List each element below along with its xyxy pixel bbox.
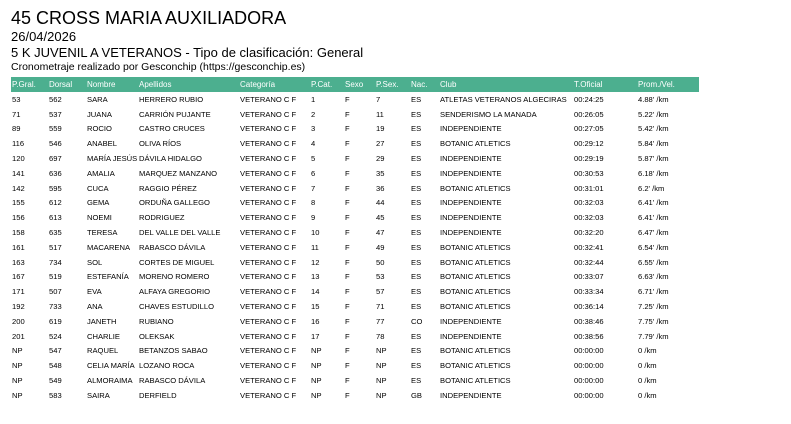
cell-apellidos: CORTES DE MIGUEL bbox=[139, 257, 215, 267]
table-row[interactable] bbox=[11, 196, 699, 211]
cell-sexo: F bbox=[345, 331, 350, 341]
cell-categoria: VETERANO C F bbox=[240, 124, 297, 134]
cell-t-oficial: 00:29:19 bbox=[574, 154, 604, 164]
cell-p-sex: 77 bbox=[376, 316, 385, 326]
cell-categoria: VETERANO C F bbox=[240, 272, 297, 282]
cell-nombre: JANETH bbox=[87, 316, 117, 326]
cell-p-sex: 78 bbox=[376, 331, 385, 341]
cell-nombre: ROCIO bbox=[87, 124, 112, 134]
cell-p-cat: 9 bbox=[311, 213, 316, 223]
cell-categoria: VETERANO C F bbox=[240, 139, 297, 149]
cell-p-sex: 35 bbox=[376, 168, 385, 178]
cell-p-cat: 13 bbox=[311, 272, 320, 282]
cell-t-oficial: 00:29:12 bbox=[574, 139, 604, 149]
cell-p-sex: NP bbox=[376, 376, 387, 386]
cell-p-gral: 71 bbox=[12, 109, 21, 119]
cell-p-cat: NP bbox=[311, 361, 322, 371]
cell-apellidos: DEL VALLE DEL VALLE bbox=[139, 228, 221, 238]
table-row[interactable] bbox=[11, 358, 699, 373]
cell-nac: ES bbox=[411, 242, 422, 252]
cell-sexo: F bbox=[345, 242, 350, 252]
cell-sexo: F bbox=[345, 346, 350, 356]
cell-p-gral: NP bbox=[12, 346, 23, 356]
cell-p-sex: 47 bbox=[376, 228, 385, 238]
results-table bbox=[11, 77, 699, 403]
cell-categoria: VETERANO C F bbox=[240, 242, 297, 252]
table-row[interactable] bbox=[11, 344, 699, 359]
cell-club: INDEPENDIENTE bbox=[440, 331, 502, 341]
cell-nac: ES bbox=[411, 331, 422, 341]
cell-nac: GB bbox=[411, 390, 422, 400]
col-header-apellidos[interactable]: Apellidos bbox=[139, 80, 172, 89]
cell-dorsal: 524 bbox=[49, 331, 62, 341]
cell-nac: ES bbox=[411, 109, 422, 119]
cell-apellidos: ORDUÑA GALLEGO bbox=[139, 198, 210, 208]
cell-nac: CO bbox=[411, 316, 423, 326]
cell-sexo: F bbox=[345, 272, 350, 282]
timing-credit: Cronometraje realizado por Gesconchip (https://gesconchip.es) bbox=[11, 61, 306, 73]
cell-p-cat: 2 bbox=[311, 109, 316, 119]
cell-apellidos: BETANZOS SABAO bbox=[139, 346, 208, 356]
cell-p-gral: 200 bbox=[12, 316, 25, 326]
cell-p-gral: 161 bbox=[12, 242, 25, 252]
cell-p-cat: 4 bbox=[311, 139, 316, 149]
cell-dorsal: 583 bbox=[49, 390, 62, 400]
cell-dorsal: 546 bbox=[49, 139, 62, 149]
cell-prom-vel: 6.55' /km bbox=[638, 257, 669, 267]
cell-sexo: F bbox=[345, 183, 350, 193]
cell-apellidos: CHAVES ESTUDILLO bbox=[139, 302, 214, 312]
cell-p-gral: 89 bbox=[12, 124, 21, 134]
cell-p-gral: 156 bbox=[12, 213, 25, 223]
cell-p-sex: 44 bbox=[376, 198, 385, 208]
cell-p-gral: 201 bbox=[12, 331, 25, 341]
cell-categoria: VETERANO C F bbox=[240, 257, 297, 267]
table-row[interactable] bbox=[11, 314, 699, 329]
cell-p-gral: 142 bbox=[12, 183, 25, 193]
cell-club: SENDERISMO LA MANADA bbox=[440, 109, 537, 119]
cell-categoria: VETERANO C F bbox=[240, 361, 297, 371]
cell-p-sex: 57 bbox=[376, 287, 385, 297]
cell-categoria: VETERANO C F bbox=[240, 287, 297, 297]
cell-prom-vel: 6.54' /km bbox=[638, 242, 669, 252]
cell-sexo: F bbox=[345, 109, 350, 119]
cell-t-oficial: 00:26:05 bbox=[574, 109, 604, 119]
cell-p-cat: 6 bbox=[311, 168, 316, 178]
cell-prom-vel: 6.47' /km bbox=[638, 228, 669, 238]
cell-nac: ES bbox=[411, 183, 422, 193]
cell-categoria: VETERANO C F bbox=[240, 316, 297, 326]
cell-nac: ES bbox=[411, 228, 422, 238]
cell-t-oficial: 00:24:25 bbox=[574, 94, 604, 104]
cell-p-sex: NP bbox=[376, 346, 387, 356]
cell-prom-vel: 5.42' /km bbox=[638, 124, 669, 134]
cell-dorsal: 619 bbox=[49, 316, 62, 326]
table-row[interactable] bbox=[11, 166, 699, 181]
cell-sexo: F bbox=[345, 198, 350, 208]
cell-dorsal: 733 bbox=[49, 302, 62, 312]
cell-p-gral: 120 bbox=[12, 154, 25, 164]
cell-t-oficial: 00:27:05 bbox=[574, 124, 604, 134]
cell-dorsal: 547 bbox=[49, 346, 62, 356]
cell-club: ATLETAS VETERANOS ALGECIRAS bbox=[440, 94, 567, 104]
cell-p-sex: NP bbox=[376, 361, 387, 371]
cell-apellidos: MARQUEZ MANZANO bbox=[139, 168, 218, 178]
cell-nombre: SOL bbox=[87, 257, 103, 267]
cell-p-cat: 3 bbox=[311, 124, 316, 134]
cell-dorsal: 548 bbox=[49, 361, 62, 371]
cell-club: INDEPENDIENTE bbox=[440, 168, 502, 178]
col-header-categoria[interactable]: Categoría bbox=[240, 80, 276, 89]
cell-t-oficial: 00:32:03 bbox=[574, 213, 604, 223]
cell-dorsal: 636 bbox=[49, 168, 62, 178]
cell-p-sex: 45 bbox=[376, 213, 385, 223]
cell-p-cat: 11 bbox=[311, 242, 319, 252]
table-row[interactable] bbox=[11, 151, 699, 166]
cell-prom-vel: 7.25' /km bbox=[638, 302, 669, 312]
col-header-nombre[interactable]: Nombre bbox=[87, 80, 116, 89]
cell-nombre: RAQUEL bbox=[87, 346, 119, 356]
cell-p-sex: 50 bbox=[376, 257, 385, 267]
cell-p-sex: 36 bbox=[376, 183, 385, 193]
cell-p-gral: 141 bbox=[12, 168, 25, 178]
cell-sexo: F bbox=[345, 168, 350, 178]
cell-p-cat: 7 bbox=[311, 183, 316, 193]
cell-categoria: VETERANO C F bbox=[240, 376, 297, 386]
cell-club: BOTANIC ATLETICS bbox=[440, 183, 511, 193]
cell-t-oficial: 00:32:03 bbox=[574, 198, 604, 208]
cell-nac: ES bbox=[411, 213, 422, 223]
cell-categoria: VETERANO C F bbox=[240, 168, 297, 178]
table-header-row bbox=[11, 77, 699, 92]
cell-p-gral: 53 bbox=[12, 94, 21, 104]
cell-categoria: VETERANO C F bbox=[240, 302, 297, 312]
cell-prom-vel: 7.79' /km bbox=[638, 331, 669, 341]
cell-nombre: SAIRA bbox=[87, 390, 110, 400]
cell-nac: ES bbox=[411, 168, 422, 178]
cell-apellidos: HERRERO RUBIO bbox=[139, 94, 204, 104]
cell-sexo: F bbox=[345, 257, 350, 267]
cell-nac: ES bbox=[411, 139, 422, 149]
cell-nac: ES bbox=[411, 94, 422, 104]
cell-p-gral: NP bbox=[12, 390, 23, 400]
cell-club: INDEPENDIENTE bbox=[440, 198, 502, 208]
cell-sexo: F bbox=[345, 316, 350, 326]
cell-club: INDEPENDIENTE bbox=[440, 124, 502, 134]
table-row[interactable] bbox=[11, 299, 699, 314]
cell-dorsal: 507 bbox=[49, 287, 62, 297]
cell-p-sex: 11 bbox=[376, 109, 384, 119]
cell-sexo: F bbox=[345, 124, 350, 134]
cell-nombre: CUCA bbox=[87, 183, 109, 193]
cell-nombre: JUANA bbox=[87, 109, 112, 119]
cell-p-gral: 155 bbox=[12, 198, 25, 208]
cell-p-sex: NP bbox=[376, 390, 387, 400]
table-row[interactable] bbox=[11, 107, 699, 122]
cell-sexo: F bbox=[345, 228, 350, 238]
cell-categoria: VETERANO C F bbox=[240, 154, 297, 164]
cell-p-cat: NP bbox=[311, 390, 322, 400]
cell-p-cat: 1 bbox=[311, 94, 316, 104]
cell-club: INDEPENDIENTE bbox=[440, 390, 502, 400]
cell-sexo: F bbox=[345, 361, 350, 371]
col-header-sexo[interactable]: Sexo bbox=[345, 80, 364, 89]
cell-apellidos: OLEKSAK bbox=[139, 331, 175, 341]
table-row[interactable] bbox=[11, 225, 699, 240]
cell-prom-vel: 0 /km bbox=[638, 376, 657, 386]
cell-categoria: VETERANO C F bbox=[240, 198, 297, 208]
cell-apellidos: RODRIGUEZ bbox=[139, 213, 185, 223]
cell-apellidos: MORENO ROMERO bbox=[139, 272, 210, 282]
cell-prom-vel: 5.22' /km bbox=[638, 109, 669, 119]
cell-sexo: F bbox=[345, 139, 350, 149]
cell-apellidos: DÁVILA HIDALGO bbox=[139, 154, 202, 164]
cell-nombre: EVA bbox=[87, 287, 102, 297]
table-row[interactable] bbox=[11, 388, 699, 403]
cell-p-cat: 10 bbox=[311, 228, 320, 238]
cell-club: BOTANIC ATLETICS bbox=[440, 302, 511, 312]
col-header-prom-vel[interactable]: Prom./Vel. bbox=[638, 80, 675, 89]
cell-p-cat: 14 bbox=[311, 287, 320, 297]
cell-prom-vel: 6.41' /km bbox=[638, 198, 669, 208]
cell-club: INDEPENDIENTE bbox=[440, 154, 502, 164]
cell-apellidos: CASTRO CRUCES bbox=[139, 124, 205, 134]
cell-club: BOTANIC ATLETICS bbox=[440, 272, 511, 282]
cell-prom-vel: 6.2' /km bbox=[638, 183, 665, 193]
cell-t-oficial: 00:00:00 bbox=[574, 390, 604, 400]
cell-prom-vel: 6.18' /km bbox=[638, 168, 669, 178]
col-header-t-oficial[interactable]: T.Oficial bbox=[574, 80, 603, 89]
table-row[interactable] bbox=[11, 210, 699, 225]
cell-p-cat: 15 bbox=[311, 302, 320, 312]
cell-dorsal: 519 bbox=[49, 272, 62, 282]
cell-categoria: VETERANO C F bbox=[240, 331, 297, 341]
cell-p-sex: 71 bbox=[376, 302, 385, 312]
cell-apellidos: DERFIELD bbox=[139, 390, 177, 400]
event-date: 26/04/2026 bbox=[11, 29, 77, 44]
cell-dorsal: 559 bbox=[49, 124, 62, 134]
cell-nac: ES bbox=[411, 198, 422, 208]
cell-t-oficial: 00:00:00 bbox=[574, 361, 604, 371]
cell-sexo: F bbox=[345, 154, 350, 164]
cell-club: BOTANIC ATLETICS bbox=[440, 242, 511, 252]
cell-nombre: ALMORAIMA bbox=[87, 376, 133, 386]
cell-t-oficial: 00:38:46 bbox=[574, 316, 604, 326]
cell-apellidos: RAGGIO PÉREZ bbox=[139, 183, 197, 193]
table-row[interactable] bbox=[11, 329, 699, 344]
cell-t-oficial: 00:36:14 bbox=[574, 302, 604, 312]
table-row[interactable] bbox=[11, 284, 699, 299]
col-header-p-gral[interactable]: P.Gral. bbox=[12, 80, 36, 89]
cell-p-gral: NP bbox=[12, 361, 23, 371]
cell-p-gral: 158 bbox=[12, 228, 25, 238]
cell-nombre: SARA bbox=[87, 94, 108, 104]
cell-categoria: VETERANO C F bbox=[240, 109, 297, 119]
cell-nac: ES bbox=[411, 361, 422, 371]
cell-categoria: VETERANO C F bbox=[240, 94, 297, 104]
cell-nombre: NOEMI bbox=[87, 213, 112, 223]
cell-categoria: VETERANO C F bbox=[240, 346, 297, 356]
cell-club: BOTANIC ATLETICS bbox=[440, 361, 511, 371]
results-body bbox=[11, 92, 699, 403]
table-row[interactable] bbox=[11, 181, 699, 196]
cell-p-gral: 192 bbox=[12, 302, 25, 312]
table-row[interactable] bbox=[11, 136, 699, 151]
cell-prom-vel: 0 /km bbox=[638, 390, 657, 400]
cell-nombre: CELIA MARÍA bbox=[87, 361, 135, 371]
cell-categoria: VETERANO C F bbox=[240, 183, 297, 193]
cell-nombre: MACARENA bbox=[87, 242, 131, 252]
cell-nac: ES bbox=[411, 272, 422, 282]
cell-nombre: TERESA bbox=[87, 228, 118, 238]
table-row[interactable] bbox=[11, 255, 699, 270]
cell-dorsal: 613 bbox=[49, 213, 62, 223]
cell-categoria: VETERANO C F bbox=[240, 213, 297, 223]
cell-nombre: ESTEFANÍA bbox=[87, 272, 129, 282]
cell-p-cat: 5 bbox=[311, 154, 316, 164]
cell-prom-vel: 6.41' /km bbox=[638, 213, 669, 223]
cell-t-oficial: 00:38:56 bbox=[574, 331, 604, 341]
cell-nac: ES bbox=[411, 287, 422, 297]
cell-p-cat: 8 bbox=[311, 198, 316, 208]
cell-prom-vel: 4.88' /km bbox=[638, 94, 669, 104]
col-header-p-sex[interactable]: P.Sex. bbox=[376, 80, 399, 89]
cell-categoria: VETERANO C F bbox=[240, 390, 297, 400]
cell-nac: ES bbox=[411, 257, 422, 267]
col-header-p-cat[interactable]: P.Cat. bbox=[311, 80, 333, 89]
cell-sexo: F bbox=[345, 376, 350, 386]
table-row[interactable] bbox=[11, 240, 699, 255]
table-row[interactable] bbox=[11, 270, 699, 285]
cell-sexo: F bbox=[345, 390, 350, 400]
cell-club: INDEPENDIENTE bbox=[440, 213, 502, 223]
cell-p-cat: 12 bbox=[311, 257, 320, 267]
cell-dorsal: 562 bbox=[49, 94, 62, 104]
cell-club: BOTANIC ATLETICS bbox=[440, 287, 511, 297]
cell-p-gral: 163 bbox=[12, 257, 25, 267]
cell-apellidos: RUBIANO bbox=[139, 316, 174, 326]
col-header-dorsal[interactable]: Dorsal bbox=[49, 80, 73, 89]
cell-p-sex: 7 bbox=[376, 94, 381, 104]
cell-prom-vel: 6.63' /km bbox=[638, 272, 669, 282]
cell-p-gral: 116 bbox=[12, 139, 25, 149]
cell-nombre: ANABEL bbox=[87, 139, 117, 149]
cell-apellidos: RABASCO DÁVILA bbox=[139, 376, 206, 386]
cell-apellidos: ALFAYA GREGORIO bbox=[139, 287, 211, 297]
cell-p-sex: 29 bbox=[376, 154, 385, 164]
cell-dorsal: 734 bbox=[49, 257, 62, 267]
cell-club: BOTANIC ATLETICS bbox=[440, 139, 511, 149]
cell-t-oficial: 00:33:07 bbox=[574, 272, 604, 282]
cell-dorsal: 697 bbox=[49, 154, 62, 164]
cell-nombre: AMALIA bbox=[87, 168, 115, 178]
cell-t-oficial: 00:33:34 bbox=[574, 287, 604, 297]
cell-p-cat: NP bbox=[311, 346, 322, 356]
cell-p-gral: 167 bbox=[12, 272, 25, 282]
cell-p-sex: 19 bbox=[376, 124, 385, 134]
cell-t-oficial: 00:00:00 bbox=[574, 376, 604, 386]
cell-t-oficial: 00:00:00 bbox=[574, 346, 604, 356]
cell-apellidos: CARRIÓN PUJANTE bbox=[139, 109, 211, 119]
cell-apellidos: RABASCO DÁVILA bbox=[139, 242, 206, 252]
cell-club: BOTANIC ATLETICS bbox=[440, 346, 511, 356]
cell-prom-vel: 5.87' /km bbox=[638, 154, 669, 164]
cell-t-oficial: 00:30:53 bbox=[574, 168, 604, 178]
cell-nac: ES bbox=[411, 302, 422, 312]
cell-sexo: F bbox=[345, 287, 350, 297]
cell-nac: ES bbox=[411, 124, 422, 134]
cell-club: BOTANIC ATLETICS bbox=[440, 376, 511, 386]
cell-prom-vel: 0 /km bbox=[638, 346, 657, 356]
cell-dorsal: 537 bbox=[49, 109, 62, 119]
cell-p-cat: NP bbox=[311, 376, 322, 386]
cell-nombre: CHARLIE bbox=[87, 331, 120, 341]
cell-dorsal: 635 bbox=[49, 228, 62, 238]
cell-club: INDEPENDIENTE bbox=[440, 316, 502, 326]
cell-nac: ES bbox=[411, 346, 422, 356]
table-row[interactable] bbox=[11, 373, 699, 388]
cell-prom-vel: 0 /km bbox=[638, 361, 657, 371]
cell-sexo: F bbox=[345, 302, 350, 312]
cell-dorsal: 612 bbox=[49, 198, 62, 208]
cell-dorsal: 595 bbox=[49, 183, 62, 193]
cell-prom-vel: 5.84' /km bbox=[638, 139, 669, 149]
event-title: 45 CROSS MARIA AUXILIADORA bbox=[11, 8, 287, 28]
cell-p-cat: 17 bbox=[311, 331, 320, 341]
cell-club: BOTANIC ATLETICS bbox=[440, 257, 511, 267]
cell-p-sex: 27 bbox=[376, 139, 385, 149]
col-header-club[interactable]: Club bbox=[440, 80, 457, 89]
cell-club: INDEPENDIENTE bbox=[440, 228, 502, 238]
cell-p-cat: 16 bbox=[311, 316, 320, 326]
cell-prom-vel: 6.71' /km bbox=[638, 287, 669, 297]
table-row[interactable] bbox=[11, 122, 699, 137]
cell-p-gral: 171 bbox=[12, 287, 25, 297]
cell-nac: ES bbox=[411, 376, 422, 386]
cell-t-oficial: 00:31:01 bbox=[574, 183, 604, 193]
cell-nombre: GEMA bbox=[87, 198, 110, 208]
cell-p-sex: 49 bbox=[376, 242, 385, 252]
cell-dorsal: 549 bbox=[49, 376, 62, 386]
cell-apellidos: LOZANO ROCA bbox=[139, 361, 195, 371]
cell-nombre: ANA bbox=[87, 302, 103, 312]
col-header-nac[interactable]: Nac. bbox=[411, 80, 428, 89]
table-row[interactable] bbox=[11, 92, 699, 107]
cell-t-oficial: 00:32:41 bbox=[574, 242, 604, 252]
cell-p-gral: NP bbox=[12, 376, 23, 386]
race-subtitle: 5 K JUVENIL A VETERANOS - Tipo de clasificación: General bbox=[11, 45, 364, 60]
cell-sexo: F bbox=[345, 213, 350, 223]
cell-nac: ES bbox=[411, 154, 422, 164]
cell-sexo: F bbox=[345, 94, 350, 104]
cell-dorsal: 517 bbox=[49, 242, 62, 252]
cell-nombre: MARÍA JESÚS bbox=[87, 154, 138, 164]
cell-p-sex: 53 bbox=[376, 272, 385, 282]
cell-categoria: VETERANO C F bbox=[240, 228, 297, 238]
cell-t-oficial: 00:32:20 bbox=[574, 228, 604, 238]
cell-prom-vel: 7.75' /km bbox=[638, 316, 669, 326]
cell-t-oficial: 00:32:44 bbox=[574, 257, 604, 267]
cell-apellidos: OLIVA RÍOS bbox=[139, 139, 182, 149]
